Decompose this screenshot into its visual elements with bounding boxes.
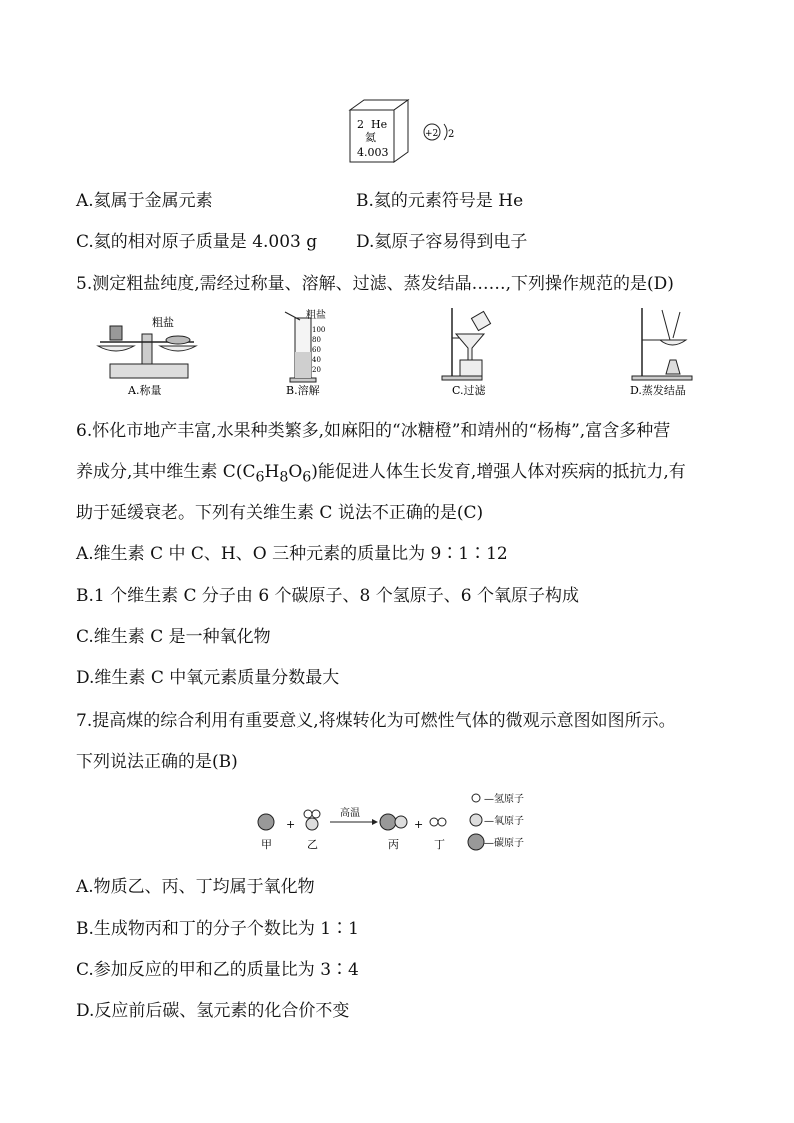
he-symbol: He: [371, 118, 388, 131]
q7-option-b: B.生成物丙和丁的分子个数比为 1∶1: [76, 919, 359, 939]
balance-figure: [98, 315, 196, 397]
evaporation-figure: [630, 308, 692, 397]
q7-option-a: A.物质乙、丙、丁均属于氧化物: [76, 877, 315, 897]
svg-text:丙: 丙: [388, 838, 399, 851]
q6-option-b: B.1 个维生素 C 分子由 6 个碳原子、8 个氢原子、6 个氧原子构成: [76, 586, 579, 606]
svg-text:甲: 甲: [261, 838, 272, 851]
balance-label: 粗盐: [152, 316, 174, 329]
reaction-diagram: [248, 786, 568, 852]
he-shell: 2: [448, 129, 455, 140]
svg-text:丁: 丁: [434, 838, 445, 851]
svg-text:100: 100: [312, 326, 326, 334]
caption-a: A.称量: [128, 384, 162, 397]
q4-option-d: D.氦原子容易得到电子: [356, 232, 528, 252]
helium-element-figure: [340, 98, 470, 164]
he-number: 2: [357, 118, 364, 131]
he-mass: 4.003: [357, 146, 389, 159]
cylinder-figure: [285, 308, 326, 397]
svg-text:60: 60: [312, 346, 321, 354]
cylinder-label: 粗盐: [306, 310, 326, 321]
q6-line-3: 助于延缓衰老。下列有关维生素 C 说法不正确的是(C): [76, 503, 484, 523]
q6-option-d: D.维生素 C 中氧元素质量分数最大: [76, 668, 340, 688]
svg-text:—氧原子: —氧原子: [484, 816, 524, 827]
q7-option-c: C.参加反应的甲和乙的质量比为 3∶4: [76, 960, 359, 980]
q4-option-b: B.氦的元素符号是 He: [356, 191, 524, 211]
svg-text:40: 40: [312, 356, 321, 364]
q6-option-c: C.维生素 C 是一种氧化物: [76, 627, 271, 647]
caption-d: D.蒸发结晶: [630, 384, 686, 397]
q7-line-2: 下列说法正确的是(B): [76, 752, 238, 772]
svg-text:20: 20: [312, 366, 321, 374]
svg-text:高温: 高温: [340, 808, 360, 819]
svg-text:乙: 乙: [307, 838, 318, 851]
q5-operations-figure: [90, 304, 710, 400]
q4-option-c: C.氦的相对原子质量是 4.003 g: [76, 232, 318, 252]
q7-line-1: 7.提高煤的综合利用有重要意义,将煤转化为可燃性气体的微观示意图如图所示。: [76, 711, 676, 731]
svg-text:+: +: [414, 818, 424, 831]
caption-b: B.溶解: [286, 384, 320, 397]
svg-text:—碳原子: —碳原子: [484, 838, 524, 849]
q6-option-a: A.维生素 C 中 C、H、O 三种元素的质量比为 9∶1∶12: [76, 544, 508, 564]
caption-c: C.过滤: [452, 384, 486, 397]
svg-text:+: +: [286, 818, 296, 831]
svg-text:—氢原子: —氢原子: [484, 794, 524, 805]
svg-text:80: 80: [312, 336, 321, 344]
q4-option-a: A.氦属于金属元素: [76, 191, 213, 211]
he-name: 氦: [365, 131, 376, 144]
q6-line-1: 6.怀化市地产丰富,水果种类繁多,如麻阳的“冰糖橙”和靖州的“杨梅”,富含多种营: [76, 421, 671, 441]
q5-stem: 5.测定粗盐纯度,需经过称量、溶解、过滤、蒸发结晶……,下列操作规范的是(D): [76, 274, 674, 294]
he-nucleus: +2: [425, 129, 439, 139]
q7-option-d: D.反应前后碳、氢元素的化合价不变: [76, 1001, 350, 1021]
filter-figure: [442, 308, 491, 397]
q6-line-2: 养成分,其中维生素 $C(C_6H_8O_6)$能促进人体生长发育,增强人体对疾病的抵抗力,有: [76, 462, 686, 486]
